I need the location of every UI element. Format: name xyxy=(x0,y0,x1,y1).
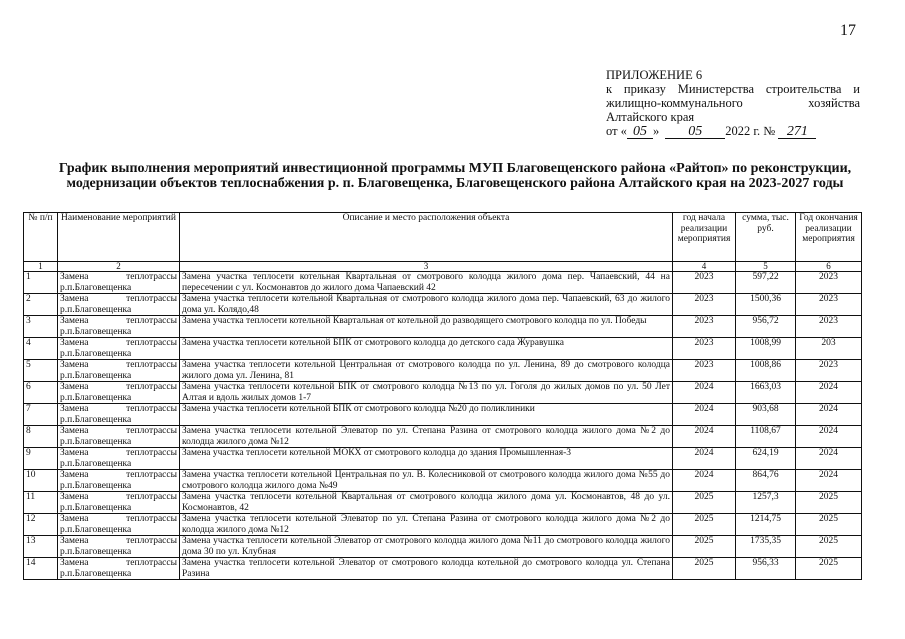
row-start-year: 2024 xyxy=(673,470,736,492)
column-number: 4 xyxy=(673,262,736,272)
column-number: 3 xyxy=(180,262,673,272)
row-name-line-2: р.п.Благовещенка xyxy=(60,282,132,293)
row-name-line-1: Замена теплотрассы xyxy=(60,404,177,414)
row-start-year: 2023 xyxy=(673,316,736,338)
header-sum: сумма, тыс. руб. xyxy=(736,213,796,262)
row-start-year: 2025 xyxy=(673,536,736,558)
table-row xyxy=(24,558,862,580)
row-end-year: 2023 xyxy=(796,294,862,316)
row-end-year: 2024 xyxy=(796,470,862,492)
annex-title: ПРИЛОЖЕНИЕ 6 xyxy=(606,68,703,82)
row-name-line-2: р.п.Благовещенка xyxy=(60,524,132,535)
row-name-line-1: Замена теплотрассы xyxy=(60,426,177,436)
row-number: 2 xyxy=(24,294,58,316)
row-end-year: 2025 xyxy=(796,536,862,558)
row-name xyxy=(58,404,180,426)
row-number: 8 xyxy=(24,426,58,448)
row-name-line-1: Замена теплотрассы xyxy=(60,492,177,502)
header-name: Наименование мероприятий xyxy=(58,213,180,262)
row-description: Замена участка теплосети котельной Квартальная от смотрового колодца жилого дома пер. Чапаевский, 63 до жилого дома ул. Колядо,48 xyxy=(180,294,673,316)
row-description: Замена участка теплосети котельной Элеватор от смотрового колодца жилого дома №11 до смотрового колодца жилого дома 30 по ул. Клубная xyxy=(180,536,673,558)
row-number: 13 xyxy=(24,536,58,558)
row-name-line-2: р.п.Благовещенка xyxy=(60,414,132,425)
row-name xyxy=(58,272,180,294)
row-sum: 1663,03 xyxy=(736,382,796,404)
row-name xyxy=(58,448,180,470)
document-title-line-2: модернизации объектов теплоснабжения р. п. Благовещенка, Благовещенского района Алтайского края на 2023-2027 годы xyxy=(66,176,844,191)
row-name xyxy=(58,492,180,514)
row-name-line-2: р.п.Благовещенка xyxy=(60,568,132,579)
row-description: Замена участка теплосети котельной МОКХ от смотрового колодца до здания Промышленная-3 xyxy=(180,448,673,470)
row-sum: 1008,86 xyxy=(736,360,796,382)
row-description: Замена участка теплосети котельной БПК от смотрового колодца до детского сада Журавушка xyxy=(180,338,673,360)
handwritten-day: 05 xyxy=(627,125,653,139)
column-number: 5 xyxy=(736,262,796,272)
row-end-year: 2023 xyxy=(796,360,862,382)
row-description: Замена участка теплосети котельной Элеватор по ул. Степана Разина от смотрового колодца жилого дома №2 до колодца жилого дома №12 xyxy=(180,514,673,536)
table-row xyxy=(24,404,862,426)
row-name-line-2: р.п.Благовещенка xyxy=(60,480,132,491)
row-sum: 1257,3 xyxy=(736,492,796,514)
handwritten-month: 05 xyxy=(665,125,725,139)
row-number: 5 xyxy=(24,360,58,382)
row-end-year: 2024 xyxy=(796,404,862,426)
row-sum: 1008,99 xyxy=(736,338,796,360)
row-description: Замена участка теплосети котельной БПК от смотрового колодца №20 до поликлиники xyxy=(180,404,673,426)
row-sum: 597,22 xyxy=(736,272,796,294)
row-name xyxy=(58,360,180,382)
row-sum: 956,33 xyxy=(736,558,796,580)
column-number-row xyxy=(24,262,862,272)
row-name-line-1: Замена теплотрассы xyxy=(60,272,177,282)
row-name-line-2: р.п.Благовещенка xyxy=(60,304,132,315)
row-start-year: 2023 xyxy=(673,360,736,382)
row-name-line-2: р.п.Благовещенка xyxy=(60,370,132,381)
row-description: Замена участка теплосети котельной БПК от смотрового колодца №13 по ул. Гоголя до жилых домов по ул. 50 Лет Алтая и вдоль жилых домов 1-7 xyxy=(180,382,673,404)
row-start-year: 2024 xyxy=(673,426,736,448)
row-number: 3 xyxy=(24,316,58,338)
row-start-year: 2023 xyxy=(673,338,736,360)
annex-line-1: к приказу Министерства строительства и xyxy=(606,82,860,96)
annex-block xyxy=(606,68,860,139)
row-start-year: 2024 xyxy=(673,448,736,470)
row-name xyxy=(58,514,180,536)
row-end-year: 2024 xyxy=(796,426,862,448)
row-number: 6 xyxy=(24,382,58,404)
row-name-line-2: р.п.Благовещенка xyxy=(60,392,132,403)
schedule-table xyxy=(23,212,862,580)
row-description: Замена участка теплосети котельной Элеватор по ул. Степана Разина от смотрового колодца жилого дома №2 до колодца жилого дома №12 xyxy=(180,426,673,448)
row-name-line-1: Замена теплотрассы xyxy=(60,514,177,524)
row-number: 7 xyxy=(24,404,58,426)
row-number: 4 xyxy=(24,338,58,360)
row-number: 14 xyxy=(24,558,58,580)
date-year-text: 2022 г. № xyxy=(725,124,776,138)
row-name xyxy=(58,536,180,558)
header-num: № п/п xyxy=(24,213,58,262)
header-description: Описание и место расположения объекта xyxy=(180,213,673,262)
row-sum: 1214,75 xyxy=(736,514,796,536)
row-number: 12 xyxy=(24,514,58,536)
row-description: Замена участка теплосети котельной Центральная от смотрового колодца по ул. Ленина, 89 до смотрового колодца жилого дома ул. Ленина, 81 xyxy=(180,360,673,382)
row-sum: 956,72 xyxy=(736,316,796,338)
row-name-line-2: р.п.Благовещенка xyxy=(60,436,132,447)
row-sum: 864,76 xyxy=(736,470,796,492)
annex-line-3: Алтайского края xyxy=(606,110,695,124)
row-end-year: 2025 xyxy=(796,492,862,514)
row-name-line-2: р.п.Благовещенка xyxy=(60,458,132,469)
header-end-year: Год окончания реализации мероприятия xyxy=(796,213,862,262)
row-name xyxy=(58,316,180,338)
row-end-year: 2023 xyxy=(796,272,862,294)
row-description: Замена участка теплосети котельной Элеватор от смотрового колодца котельной до смотрового колодца ул. Степана Разина xyxy=(180,558,673,580)
document-title-line-1: График выполнения мероприятий инвестиционной программы МУП Благовещенского района «Райтоп» по реконструкции, xyxy=(58,161,852,176)
row-number: 9 xyxy=(24,448,58,470)
row-start-year: 2024 xyxy=(673,404,736,426)
row-sum: 1108,67 xyxy=(736,426,796,448)
row-name-line-1: Замена теплотрассы xyxy=(60,316,177,326)
row-end-year: 2025 xyxy=(796,514,862,536)
column-number: 6 xyxy=(796,262,862,272)
date-prefix: от « xyxy=(606,124,627,138)
row-name-line-2: р.п.Благовещенка xyxy=(60,326,132,337)
row-name xyxy=(58,426,180,448)
table-row xyxy=(24,360,862,382)
row-name xyxy=(58,382,180,404)
row-number: 10 xyxy=(24,470,58,492)
row-name-line-1: Замена теплотрассы xyxy=(60,294,177,304)
row-description: Замена участка теплосети котельной Квартальная от смотрового колодца жилого дома ул. Космонавтов, 48 до ул. Космонавтов, 42 xyxy=(180,492,673,514)
table-row xyxy=(24,426,862,448)
row-start-year: 2025 xyxy=(673,558,736,580)
table-row xyxy=(24,470,862,492)
table-row xyxy=(24,294,862,316)
row-name-line-1: Замена теплотрассы xyxy=(60,360,177,370)
table-row xyxy=(24,338,862,360)
table-row xyxy=(24,514,862,536)
row-name xyxy=(58,470,180,492)
row-name xyxy=(58,558,180,580)
row-name-line-1: Замена теплотрассы xyxy=(60,536,177,546)
row-sum: 624,19 xyxy=(736,448,796,470)
row-name xyxy=(58,338,180,360)
row-number: 11 xyxy=(24,492,58,514)
document-title xyxy=(40,161,870,191)
table-row xyxy=(24,316,862,338)
row-sum: 1500,36 xyxy=(736,294,796,316)
row-end-year: 203 xyxy=(796,338,862,360)
column-number: 2 xyxy=(58,262,180,272)
handwritten-order-number: 271 xyxy=(778,125,816,139)
row-start-year: 2023 xyxy=(673,272,736,294)
table-row xyxy=(24,492,862,514)
row-start-year: 2024 xyxy=(673,382,736,404)
date-day-close: » xyxy=(652,124,660,138)
annex-date-line xyxy=(606,124,860,139)
column-number: 1 xyxy=(24,262,58,272)
row-name-line-2: р.п.Благовещенка xyxy=(60,502,132,513)
table-row xyxy=(24,272,862,294)
row-end-year: 2024 xyxy=(796,448,862,470)
row-start-year: 2025 xyxy=(673,514,736,536)
table-row xyxy=(24,536,862,558)
table-header-row xyxy=(24,213,862,262)
row-name-line-1: Замена теплотрассы xyxy=(60,448,177,458)
row-name-line-1: Замена теплотрассы xyxy=(60,338,177,348)
row-number: 1 xyxy=(24,272,58,294)
row-name-line-1: Замена теплотрассы xyxy=(60,558,177,568)
table-row xyxy=(24,382,862,404)
row-sum: 903,68 xyxy=(736,404,796,426)
page-number: 17 xyxy=(840,22,856,39)
table-row xyxy=(24,448,862,470)
row-end-year: 2024 xyxy=(796,382,862,404)
row-start-year: 2025 xyxy=(673,492,736,514)
row-end-year: 2023 xyxy=(796,316,862,338)
row-description: Замена участка теплосети котельной Квартальная от котельной до разводящего смотрового колодца по ул. Победы xyxy=(180,316,673,338)
row-name-line-1: Замена теплотрассы xyxy=(60,470,177,480)
row-end-year: 2025 xyxy=(796,558,862,580)
row-description: Замена участка теплосети котельная Квартальная от смотрового колодца жилого дома пер. Чапаевский, 44 на пересечении с ул. Космонавтов до жилого дома Чапаевский 42 xyxy=(180,272,673,294)
header-start-year: год начала реализации мероприятия xyxy=(673,213,736,262)
annex-line-2: жилищно-коммунального хозяйства xyxy=(606,96,860,110)
row-description: Замена участка теплосети котельной Центральная по ул. В. Колесниковой от смотрового колодца жилого дома №55 до смотрового колодца жилого дома №49 xyxy=(180,470,673,492)
row-name-line-2: р.п.Благовещенка xyxy=(60,546,132,557)
row-start-year: 2023 xyxy=(673,294,736,316)
row-name-line-1: Замена теплотрассы xyxy=(60,382,177,392)
row-sum: 1735,35 xyxy=(736,536,796,558)
row-name-line-2: р.п.Благовещенка xyxy=(60,348,132,359)
row-name xyxy=(58,294,180,316)
